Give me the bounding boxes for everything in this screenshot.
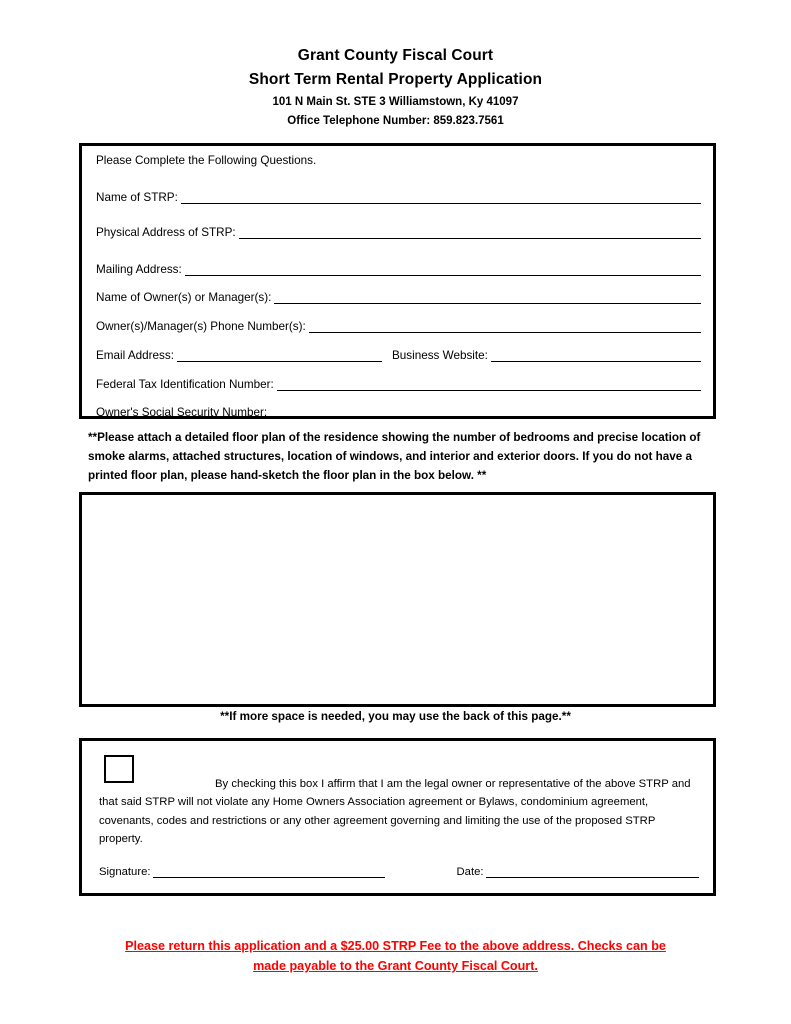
- field-email-and-website: [96, 349, 701, 362]
- signature-label: Signature:: [99, 866, 151, 878]
- date-label: Date:: [456, 866, 484, 878]
- field-owner-ssn: [96, 406, 701, 419]
- field-mailing-address: [96, 263, 701, 276]
- field-label: Business Website:: [391, 349, 488, 362]
- footer-notice: [0, 936, 791, 976]
- business-website-input[interactable]: [491, 349, 701, 362]
- field-label: Name of STRP:: [96, 191, 178, 204]
- document-header: [0, 0, 791, 131]
- date-input[interactable]: [486, 865, 699, 878]
- affirmation-box: [79, 738, 716, 896]
- owner-manager-name-input[interactable]: [274, 291, 701, 304]
- footer-line-1: Please return this application and a $25.00 STRP Fee to the above address. Checks can be: [125, 939, 666, 953]
- questions-box: [79, 143, 716, 419]
- federal-tax-id-input[interactable]: [277, 378, 701, 391]
- signature-input[interactable]: [153, 865, 385, 878]
- mailing-address-input[interactable]: [185, 263, 701, 276]
- floor-plan-drawing-box[interactable]: [79, 492, 716, 707]
- org-name: Grant County Fiscal Court: [297, 47, 494, 64]
- field-federal-tax-id: [96, 378, 701, 391]
- field-owner-manager-name: [96, 291, 701, 304]
- floor-plan-instruction: **Please attach a detailed floor plan of the residence showing the number of bedrooms and precise location of smoke alarms, attached structures, location of windows, and interior and exterior doors. If you do not have a printed floor plan, please hand-sketch the floor plan in the box below. **: [88, 431, 701, 482]
- affirmation-text: [99, 775, 699, 848]
- owner-manager-phone-input[interactable]: [309, 320, 701, 333]
- field-label: Mailing Address:: [96, 263, 182, 276]
- field-label: Owner(s)/Manager(s) Phone Number(s):: [96, 320, 306, 333]
- field-label: Owner's Social Security Number:: [96, 406, 268, 419]
- affirmation-statement: By checking this box I affirm that I am the legal owner or representative of the above STRP and that said STRP will not violate any Home Owners Association agreement or Bylaws, condominium agreement, covenants, codes and restrictions or any other agreement governing and limiting the use of the proposed STRP property.: [99, 778, 691, 845]
- footer-line-2: made payable to the Grant County Fiscal Court.: [253, 959, 538, 974]
- questions-intro: Please Complete the Following Questions.: [96, 154, 317, 167]
- field-label: Federal Tax Identification Number:: [96, 378, 274, 391]
- field-label: Email Address:: [96, 349, 174, 362]
- name-of-strp-input[interactable]: [181, 191, 701, 204]
- more-space-note: **If more space is needed, you may use the back of this page.**: [220, 710, 571, 723]
- field-physical-address: [96, 226, 701, 239]
- field-label: Physical Address of STRP:: [96, 226, 236, 239]
- physical-address-input[interactable]: [239, 226, 701, 239]
- org-phone: Office Telephone Number: 859.823.7561: [287, 115, 504, 128]
- field-owner-manager-phone: [96, 320, 701, 333]
- org-address: 101 N Main St. STE 3 Williamstown, Ky 41097: [272, 96, 519, 109]
- signature-row: [99, 865, 699, 878]
- page-title: Short Term Rental Property Application: [248, 71, 543, 89]
- field-label: Name of Owner(s) or Manager(s):: [96, 291, 272, 304]
- field-name-of-strp: [96, 191, 701, 204]
- owner-ssn-input[interactable]: [270, 406, 701, 419]
- email-address-input[interactable]: [177, 349, 382, 362]
